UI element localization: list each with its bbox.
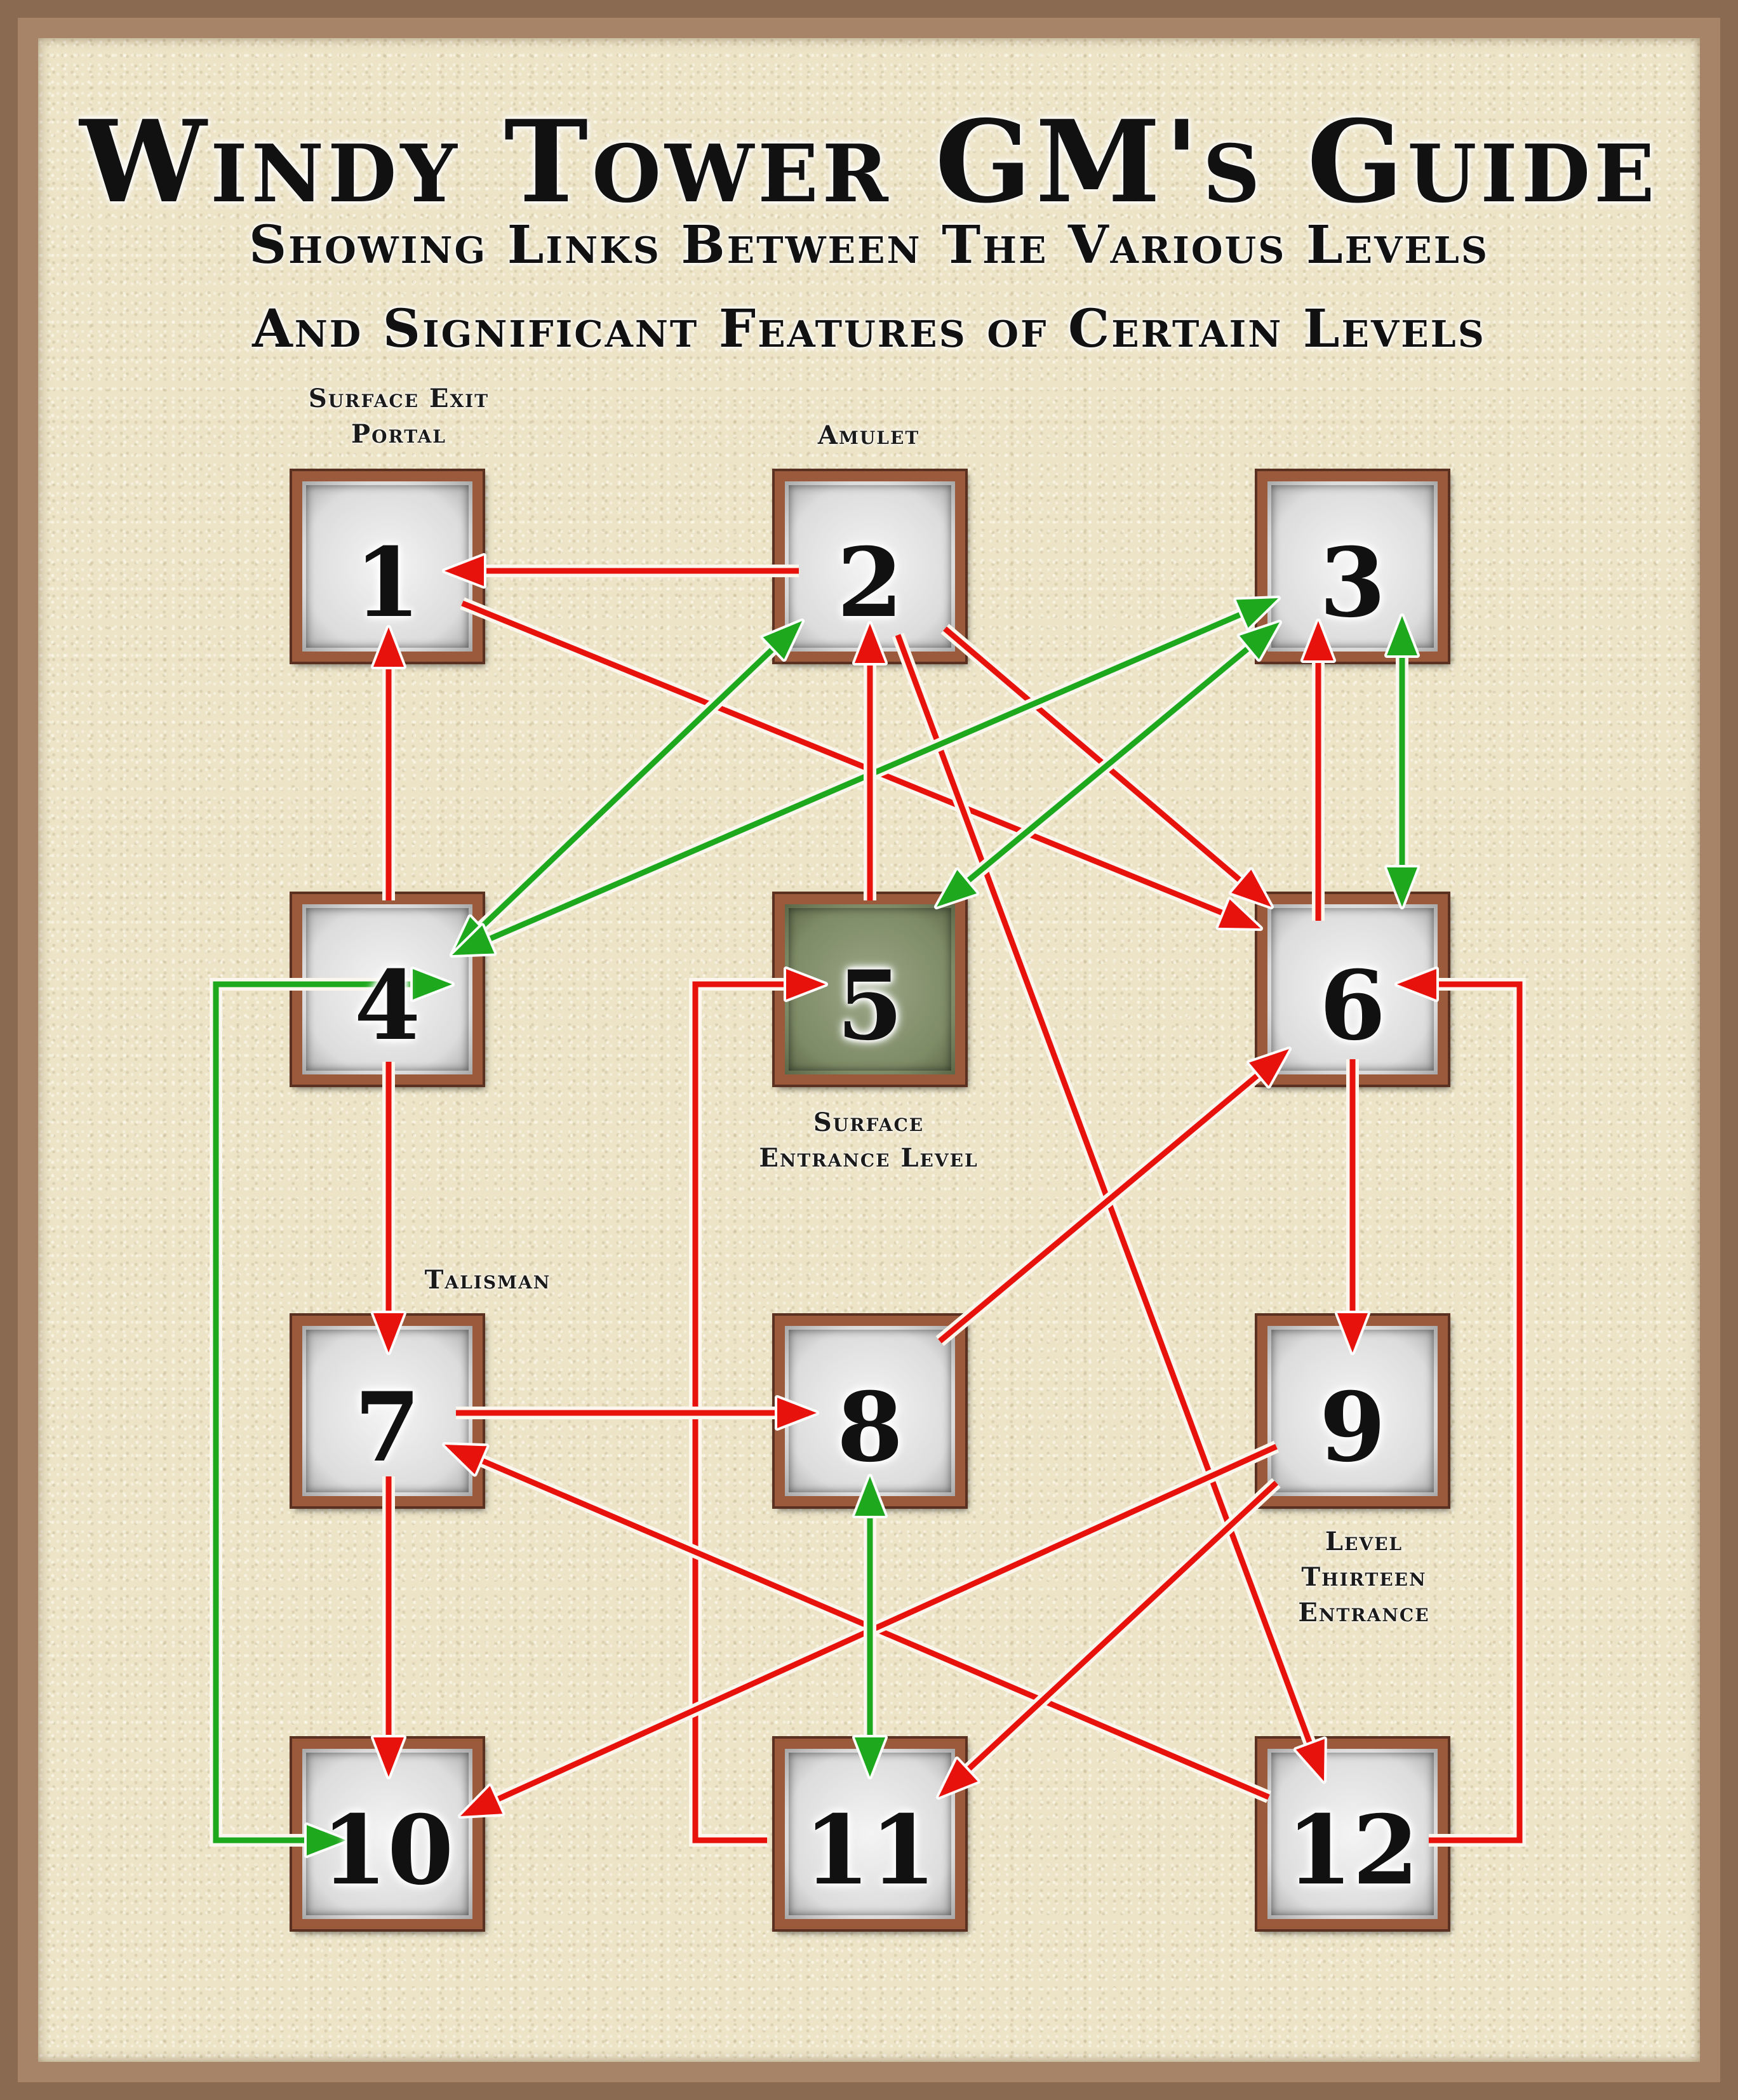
link-3-to-6: [1387, 616, 1417, 907]
level-6-number: 6: [1319, 950, 1386, 1062]
link-6-to-9: [1337, 1059, 1368, 1353]
subtitle-line-2: And Significant Features of Certain Levels: [252, 298, 1486, 359]
arrowhead: [1219, 899, 1260, 928]
level-12-number: 12: [1286, 1795, 1419, 1906]
arrowhead: [1296, 1739, 1325, 1781]
level-8-number: 8: [836, 1372, 904, 1483]
level-9-note-line-3: Entrance: [1298, 1598, 1430, 1628]
level-2-note: Amulet: [817, 420, 920, 450]
page-title: Windy Tower GM's Guide: [79, 95, 1659, 228]
arrowhead: [373, 1313, 404, 1353]
arrowhead: [1337, 1313, 1368, 1353]
link-2-to-12: [898, 635, 1325, 1781]
level-9-note-line-1: Level: [1325, 1527, 1403, 1556]
level-5-note-line-2: Entrance Level: [759, 1143, 979, 1173]
level-5-note-line-1: Surface: [813, 1107, 925, 1137]
arrowhead: [855, 1737, 885, 1777]
level-9-note-line-2: Thirteen: [1301, 1562, 1427, 1592]
link-7-to-10: [373, 1476, 404, 1777]
level-9-number: 9: [1319, 1372, 1386, 1483]
level-11-number: 11: [803, 1795, 937, 1906]
link-6-to-3: [1303, 621, 1334, 921]
level-4-number: 4: [354, 950, 421, 1062]
arrowhead: [373, 1737, 404, 1777]
arrowhead: [1387, 867, 1417, 907]
level-5-number: 5: [836, 950, 904, 1062]
subtitle-line-1: Showing Links Between The Various Levels: [249, 215, 1489, 276]
level-1-note-line-1: Surface Exit: [308, 384, 490, 413]
link-8-to-6: [940, 1049, 1289, 1341]
link-2-to-1: [445, 556, 799, 586]
level-1-note-line-2: Portal: [351, 419, 446, 449]
level-10-number: 10: [321, 1795, 454, 1906]
link-4-to-7: [373, 1062, 404, 1353]
level-3-number: 3: [1319, 527, 1386, 639]
link-4-to-1: [373, 627, 404, 900]
level-7-number: 7: [354, 1372, 421, 1483]
level-7-note: Talisman: [424, 1265, 551, 1295]
level-1-number: 1: [354, 527, 421, 639]
level-2-number: 2: [836, 527, 904, 639]
